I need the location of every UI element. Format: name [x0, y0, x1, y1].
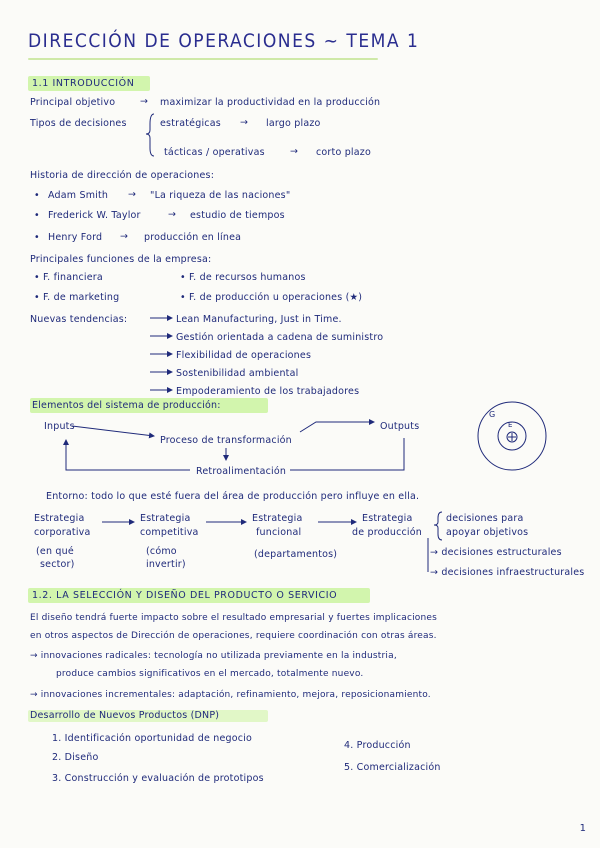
tendencia-item: Flexibilidad de operaciones [176, 350, 312, 361]
decision-tipo: → decisiones estructurales [430, 547, 562, 558]
objetivo-text: maximizar la productividad en la producción [160, 97, 381, 108]
estrategia-line1: Estrategia [34, 513, 85, 524]
dnp-step: 3. Construcción y evaluación de prototipos [52, 773, 264, 784]
historia-text: estudio de tiempos [190, 210, 285, 221]
paragraph-line: El diseño tendrá fuerte impacto sobre el resultado empresarial y fuertes implicaciones [30, 613, 438, 623]
historia-name: Frederick W. Taylor [48, 210, 141, 221]
estrategia-line1: Estrategia [140, 513, 191, 524]
entorno-text: Entorno: todo lo que esté fuera del área de producción pero influye en ella. [46, 491, 420, 502]
estrategia-line2: corporativa [34, 527, 91, 538]
estrategia-line2: competitiva [140, 527, 199, 538]
brace-text: apoyar objetivos [446, 527, 529, 538]
brace-icon [434, 512, 442, 540]
estrategia-note: sector) [40, 559, 75, 570]
tendencia-item: Lean Manufacturing, Just in Time. [176, 314, 342, 325]
brace-text: decisiones para [446, 513, 524, 524]
estrategia-note: (en qué [36, 546, 74, 557]
dnp-heading: Desarrollo de Nuevos Productos (DNP) [30, 710, 220, 721]
radicales-line: → innovaciones radicales: tecnología no utilizada previamente en la industria, [30, 651, 397, 661]
paragraph-line: en otros aspectos de Dirección de operaciones, requiere coordinación con otras áreas. [30, 631, 437, 641]
funciones-label: Principales funciones de la empresa: [30, 254, 212, 265]
bullet-icon: • [34, 232, 40, 243]
bullet-icon: • [34, 210, 40, 221]
funcion-item: • F. financiera [34, 272, 103, 283]
dnp-step: 5. Comercialización [344, 762, 441, 773]
tipo-tacticas-result: corto plazo [316, 147, 371, 158]
estrategia-line2: de producción [352, 527, 423, 538]
section-heading-introduccion: 1.1 INTRODUCCIÓN [32, 78, 135, 89]
tendencia-item: Empoderamiento de los trabajadores [176, 386, 360, 397]
page-number: 1 [579, 823, 586, 834]
historia-name: Henry Ford [48, 232, 103, 243]
arrow-icon [72, 426, 154, 436]
estrategia-note: (departamentos) [254, 549, 338, 560]
tipo-estrategicas: estratégicas [160, 118, 221, 129]
tipo-estrategicas-result: largo plazo [266, 118, 321, 129]
arrow-icon: → [240, 117, 249, 128]
dnp-step: 4. Producción [344, 740, 411, 751]
outputs-label: Outputs [380, 421, 420, 432]
estrategia-line1: Estrategia [362, 513, 413, 524]
tipos-label: Tipos de decisiones [30, 118, 127, 129]
retro-label: Retroalimentación [196, 466, 287, 477]
objetivo-label: Principal objetivo [30, 97, 116, 108]
sistema-heading: Elementos del sistema de producción: [32, 400, 221, 411]
section-heading-seleccion: 1.2. LA SELECCIÓN Y DISEÑO DEL PRODUCTO O SERVICIO [32, 590, 338, 601]
arrow-icon: → [120, 231, 129, 242]
arrow-icon: → [290, 146, 299, 157]
incrementales-line: → innovaciones incrementales: adaptación, refinamiento, mejora, reposicionamiento. [30, 690, 431, 700]
historia-text: producción en línea [144, 232, 242, 243]
historia-text: "La riqueza de las naciones" [150, 190, 291, 201]
dnp-step: 2. Diseño [52, 752, 99, 763]
estrategia-note: (cómo [146, 546, 177, 557]
tipo-tacticas: tácticas / operativas [164, 147, 265, 158]
arrow-icon: → [140, 96, 149, 107]
funcion-item: • F. de producción u operaciones (★) [180, 292, 363, 303]
decision-tipo: → decisiones infraestructurales [430, 567, 585, 578]
arrow-icon: → [168, 209, 177, 220]
funcion-item: • F. de marketing [34, 292, 120, 303]
estrategia-line1: Estrategia [252, 513, 303, 524]
arrow-icon [66, 440, 190, 470]
historia-label: Historia de dirección de operaciones: [30, 170, 215, 181]
estrategia-note: invertir) [146, 559, 186, 570]
circle-inner-letter: E [508, 421, 513, 429]
page-title: DIRECCIÓN DE OPERACIONES ~ TEMA 1 [28, 30, 420, 52]
tendencia-item: Sostenibilidad ambiental [176, 368, 299, 379]
arrow-icon [300, 422, 374, 432]
feedback-line [290, 438, 404, 470]
proceso-label: Proceso de transformación [160, 435, 292, 446]
circle-outer-letter: G [489, 410, 496, 419]
funcion-item: • F. de recursos humanos [180, 272, 306, 283]
estrategia-line2: funcional [256, 527, 302, 538]
brace-icon [146, 114, 154, 156]
core-cross [508, 433, 516, 441]
radicales-line: produce cambios significativos en el mercado, totalmente nuevo. [56, 669, 364, 679]
dnp-step: 1. Identificación oportunidad de negocio [52, 733, 253, 744]
inputs-label: Inputs [44, 421, 75, 432]
tendencia-item: Gestión orientada a cadena de suministro [176, 332, 384, 343]
bullet-icon: • [34, 190, 40, 201]
tendencias-label: Nuevas tendencias: [30, 314, 128, 325]
arrow-icon: → [128, 189, 137, 200]
historia-name: Adam Smith [48, 190, 109, 201]
